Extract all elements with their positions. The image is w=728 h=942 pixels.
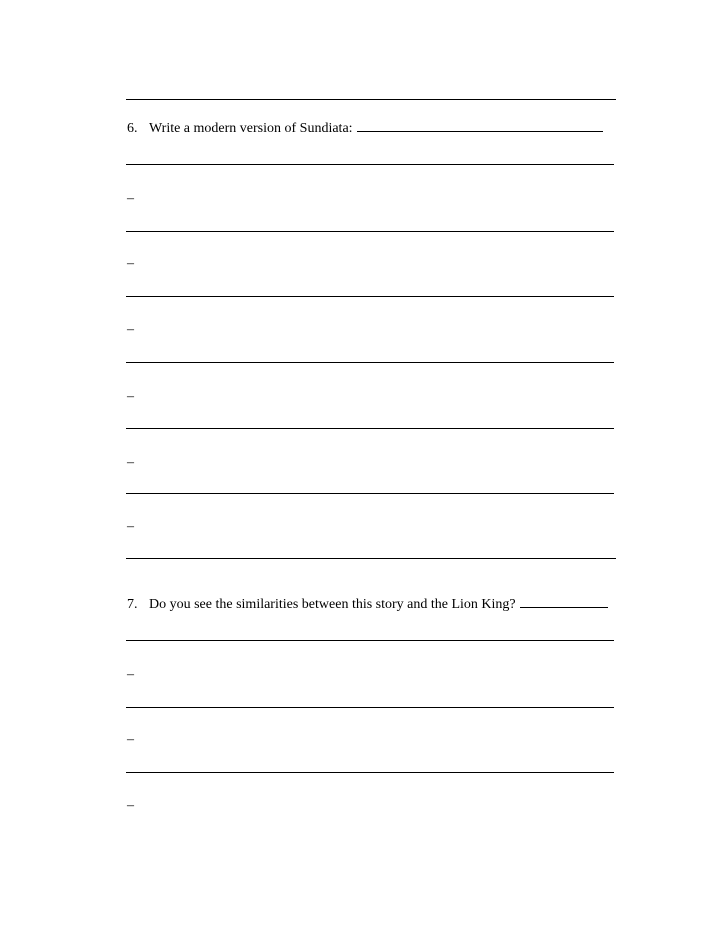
continuation-dash: – (127, 667, 134, 682)
question-7 (127, 595, 608, 614)
answer-line[interactable] (126, 493, 614, 494)
answer-line[interactable] (126, 164, 614, 165)
continuation-dash: – (127, 256, 134, 271)
question-text: Write a modern version of Sundiata: (149, 121, 353, 136)
continuation-dash: – (127, 191, 134, 206)
answer-line (126, 99, 616, 100)
continuation-dash: – (127, 732, 134, 747)
answer-line[interactable] (126, 231, 614, 232)
question-6 (127, 119, 603, 138)
question-number: 7. (127, 597, 138, 612)
answer-blank[interactable] (520, 595, 608, 608)
continuation-dash: – (127, 519, 134, 534)
answer-line[interactable] (126, 362, 614, 363)
answer-line[interactable] (126, 772, 614, 773)
answer-line[interactable] (126, 428, 614, 429)
question-text: Do you see the similarities between this story and the Lion King? (149, 597, 516, 612)
answer-blank[interactable] (357, 119, 603, 132)
continuation-dash: – (127, 455, 134, 470)
continuation-dash: – (127, 322, 134, 337)
answer-line[interactable] (126, 296, 614, 297)
answer-line[interactable] (126, 558, 616, 559)
question-number: 6. (127, 121, 138, 136)
continuation-dash: – (127, 389, 134, 404)
answer-line[interactable] (126, 707, 614, 708)
continuation-dash: – (127, 798, 134, 813)
answer-line[interactable] (126, 640, 614, 641)
